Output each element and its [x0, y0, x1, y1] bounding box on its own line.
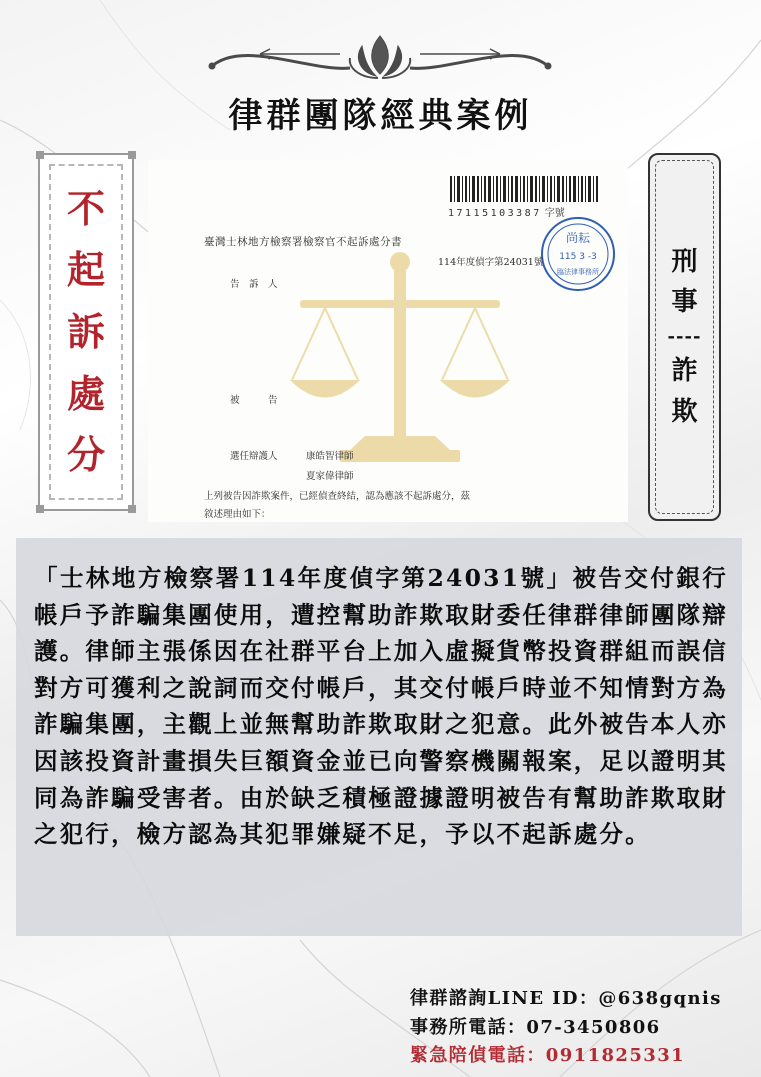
emergency-phone: 緊急陪偵電話：0911825331 [410, 1045, 686, 1066]
stamp-bottom: 臨法律事務所 [557, 268, 599, 276]
contact-info [410, 985, 722, 1071]
label-char: 分 [66, 432, 105, 478]
complainant-label: 告 訴 人 [230, 279, 278, 290]
office-phone: 事務所電話：07-3450806 [410, 1016, 661, 1038]
case-type-char: 欺 [671, 396, 698, 427]
barcode-digits: 17115103387 [448, 208, 542, 219]
counsel-1: 康皓智律師 [306, 451, 354, 462]
no-indictment-label [38, 153, 134, 511]
barcode-icon [450, 176, 600, 202]
body-line-1: 上列被告因詐欺案件，已經偵查終結，認為應該不起訴處分，茲 [204, 491, 471, 502]
barcode-suffix: 字號 [544, 208, 565, 219]
scales-of-justice-icon [280, 240, 520, 470]
case-type-char: 詐 [671, 356, 698, 387]
label-char: 訴 [66, 308, 105, 354]
case-type-char: 事 [671, 287, 698, 318]
document-image [148, 160, 628, 522]
body-line-2: 敘述理由如下： [204, 509, 271, 520]
document-title: 臺灣士林地方檢察署檢察官不起訴處分書 [204, 236, 402, 248]
case-summary-box [16, 538, 742, 936]
line-id: 律群諮詢LINE ID：@638gqnis [410, 988, 722, 1009]
label-char: 處 [66, 370, 105, 416]
stamp-date: 115 3 -3 [559, 252, 597, 262]
case-type-label [648, 153, 721, 521]
stamp-text: 尚耘 [565, 231, 591, 245]
counsel-label: 選任辯護人 [230, 451, 278, 462]
defendant-label: 被 告 [230, 395, 278, 406]
label-char: 不 [66, 185, 105, 231]
page-heading: 律群團隊經典案例 [228, 96, 533, 136]
case-type-divider: ---- [667, 325, 702, 347]
case-type-char: 刑 [671, 247, 698, 277]
counsel-2: 夏家偉律師 [306, 471, 354, 482]
case-number: 114年度偵字第24031號 [438, 257, 544, 268]
label-char: 起 [66, 247, 105, 293]
case-summary-text: 「士林地方檢察署114年度偵字第24031號」被告交付銀行帳戶予詐騙集團使用，遭控幫助詐欺取財委任律群律師團隊辯護。律師主張係因在社群平台上加入虛擬貨幣投資群組而誤信對方可獲利之說詞而交付帳戶，其交付帳戶時並不知情對方為詐騙集團，主觀上並無幫助詐欺取財之犯意。此外被告本人亦因該投資計畫損失巨額資金並已向警察機關報案，足以證明其同為詐騙受害者。由於缺乏積極證據證明被告有幫助詐欺取財之犯行，檢方認為其犯罪嫌疑不足，予以不起訴處分。 [34, 564, 728, 849]
lotus-ornament [200, 28, 560, 88]
received-stamp-icon [538, 214, 618, 294]
